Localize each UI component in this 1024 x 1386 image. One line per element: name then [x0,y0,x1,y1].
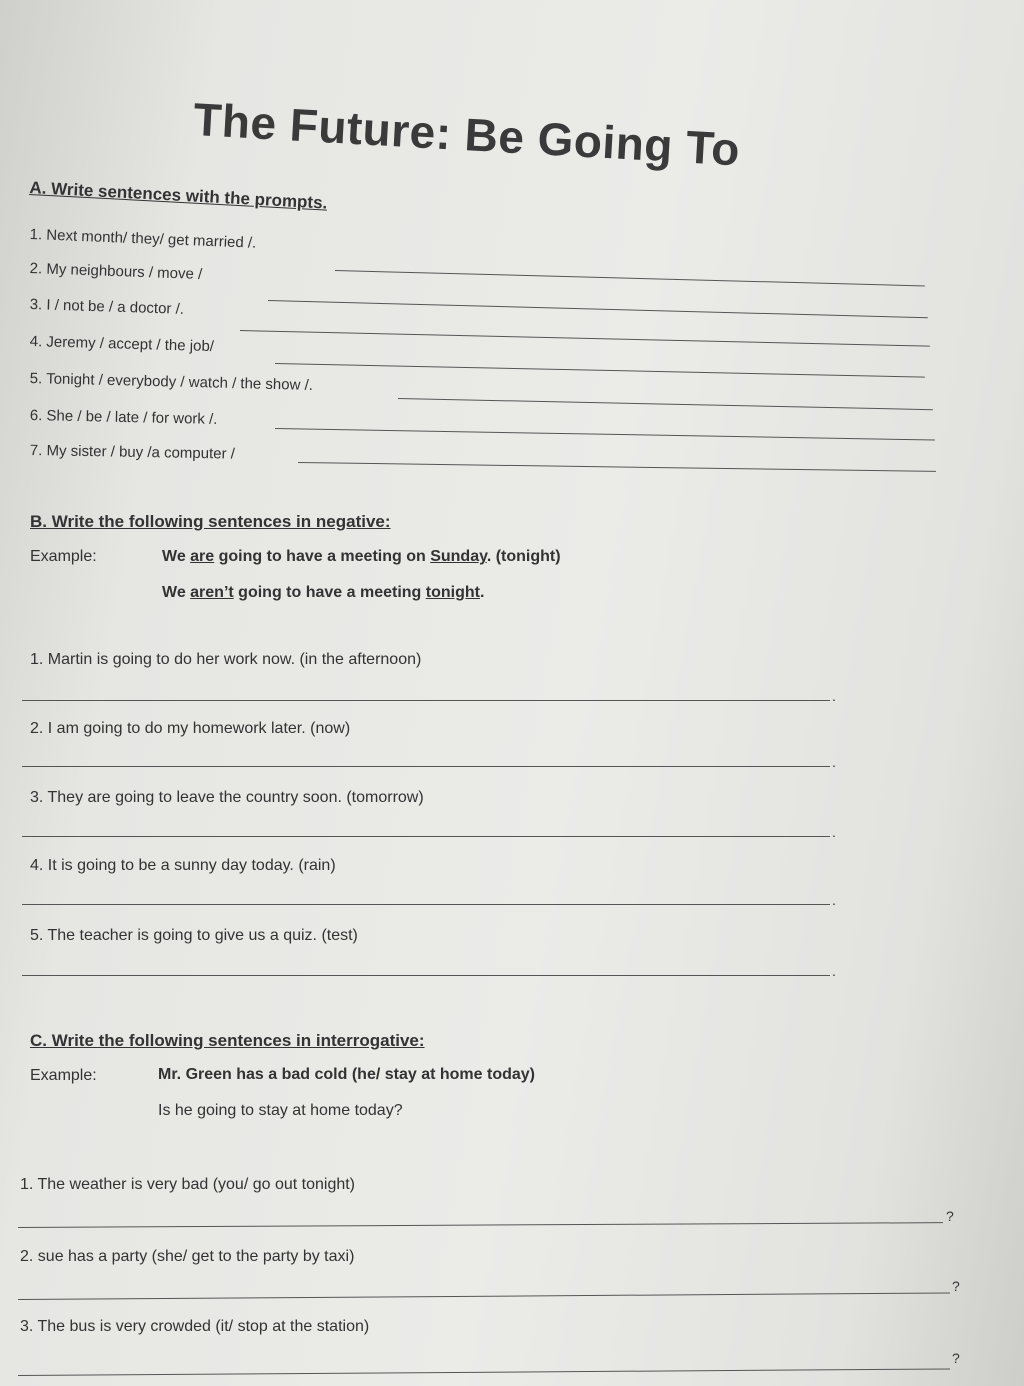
section-a-item-7: 7. My sister / buy /a computer / [29,442,236,463]
section-a-item-1: 1. Next month/ they/ get married /. [29,226,257,252]
section-a-item-3: 3. I / not be / a doctor /. [29,296,185,318]
section-b-item-2: 2. I am going to do my homework later. (now) [30,720,351,737]
answer-line-b1 [22,700,830,701]
answer-end-b4: . [832,892,836,908]
section-a-item-5: 5. Tonight / everybody / watch / the show /. [29,370,314,394]
answer-end-b3: . [832,824,836,840]
section-b-example-sentence: We are going to have a meeting on Sunday. (tonight) [162,548,561,565]
answer-line-a6 [275,428,935,441]
answer-line-c3 [18,1368,950,1376]
section-c-item-3: 3. The bus is very crowded (it/ stop at the station) [20,1318,370,1335]
answer-end-c3: ? [952,1350,960,1366]
answer-end-c2: ? [952,1278,960,1294]
section-b-item-1: 1. Martin is going to do her work now. (in the afternoon) [30,651,422,668]
page-title: The Future: Be Going To [192,92,742,176]
section-b-heading: B. Write the following sentences in negative: [30,512,391,531]
section-c-example-sentence: Mr. Green has a bad cold (he/ stay at home today) [158,1066,535,1083]
answer-line-a3 [240,330,930,347]
answer-line-a7 [298,462,936,472]
answer-line-b5 [22,975,830,976]
section-b-example-answer: We aren’t going to have a meeting tonight. [162,584,485,601]
answer-line-c1 [18,1222,943,1228]
section-b-example-label: Example: [30,548,97,565]
answer-line-b4 [22,904,830,905]
section-b-item-5: 5. The teacher is going to give us a quiz. (test) [30,927,358,944]
answer-line-a4 [275,363,925,378]
section-b-item-3: 3. They are going to leave the country soon. (tomorrow) [30,789,424,806]
section-a-heading: A. Write sentences with the prompts. [29,178,328,213]
answer-line-a2 [268,300,928,318]
section-c-item-1: 1. The weather is very bad (you/ go out tonight) [20,1176,356,1193]
section-c-item-2: 2. sue has a party (she/ get to the party by taxi) [20,1248,355,1265]
section-a-item-2: 2. My neighbours / move / [29,260,203,284]
section-c-example-answer: Is he going to stay at home today? [158,1102,403,1119]
section-a-item-4: 4. Jeremy / accept / the job/ [29,333,215,356]
answer-line-b3 [22,836,830,837]
section-c-example-label: Example: [30,1067,97,1084]
answer-line-a5 [398,398,933,410]
answer-end-c1: ? [946,1208,954,1224]
section-c-heading: C. Write the following sentences in interrogative: [30,1031,425,1050]
section-a-item-6: 6. She / be / late / for work /. [29,407,218,428]
answer-line-c2 [18,1292,950,1300]
answer-end-b1: . [832,688,836,704]
answer-end-b2: . [832,754,836,770]
answer-line-a1 [335,270,925,286]
section-b-item-4: 4. It is going to be a sunny day today. (rain) [30,857,336,874]
answer-end-b5: . [832,963,836,979]
answer-line-b2 [22,766,830,767]
